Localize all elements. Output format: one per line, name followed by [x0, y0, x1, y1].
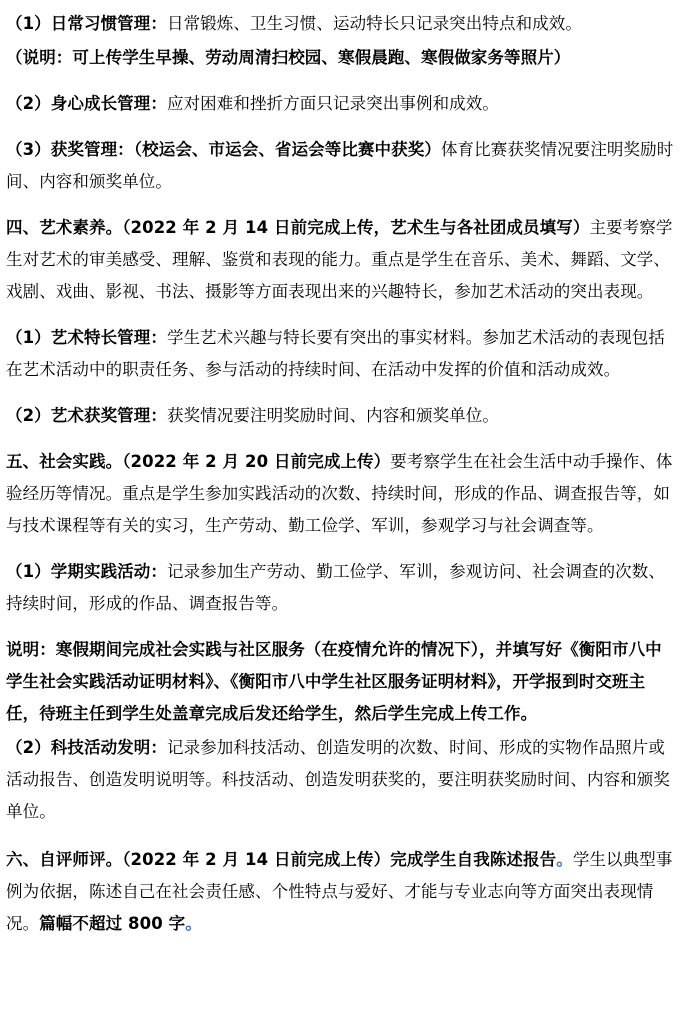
note-winter-practice: 说明：寒假期间完成社会实践与社区服务（在疫情允许的情况下），并填写好《衡阳市八中学生社会实践活动证明材料》、《衡阳市八中学生社区服务证明材料》，开学报到时交班主任，待班主任到学生处盖章完成后发还给学生，然后学生完成上传工作。: [6, 640, 662, 723]
paragraph-daily-habits: [6, 8, 677, 40]
heading-self-evaluation: 六、自评师评。（2022 年 2 月 14 日前完成上传）完成学生自我陈述报告: [6, 850, 557, 869]
paragraph-art-awards: [6, 400, 677, 432]
note-photos: （说明：可上传学生早操、劳动周清扫校园、寒假晨跑、寒假做家务等照片）: [6, 48, 571, 67]
label-tech-invention: （2）科技活动发明：: [6, 738, 167, 757]
paragraph-semester-practice: [6, 556, 677, 620]
label-awards: （3）获奖管理：（校运会、市运会、省运会等比赛中获奖）: [6, 140, 441, 159]
text-growth: 应对困难和挫折方面只记录突出事例和成效。: [166, 94, 499, 113]
text-art-awards: 获奖情况要注明奖励时间、内容和颁奖单位。: [166, 406, 499, 425]
text-tech-invention: 记录参加科技活动、创造发明的次数、时间、形成的实物作品照片或活动报告、创造发明说明等。科技活动、创造发明获奖的，要注明获奖励时间、内容和颁奖单位。: [6, 738, 670, 821]
text-awards: 体育比赛获奖情况要注明奖励时间、内容和颁奖单位。: [6, 140, 674, 191]
section-social-practice: [6, 446, 677, 542]
paragraph-tech-invention: [6, 732, 677, 828]
text-self-evaluation: 学生以典型事例为依据，陈述自己在社会责任感、个性特点与爱好、才能与专业志向等方面突出表现情况。: [6, 850, 673, 933]
punct-dot-1: 。: [556, 850, 573, 869]
text-daily-habits: 日常锻炼、卫生习惯、运动特长只记录突出特点和成效。: [166, 14, 582, 33]
label-growth: （2）身心成长管理：: [6, 94, 167, 113]
text-art: 主要考察学生对艺术的审美感受、理解、鉴赏和表现的能力。重点是学生在音乐、美术、舞蹈、文学、戏剧、戏曲、影视、书法、摄影等方面表现出来的兴趣特长，参加艺术活动的突出表现。: [6, 218, 673, 301]
section-art: [6, 212, 677, 308]
paragraph-awards: [6, 134, 677, 198]
label-art-talent: （1）艺术特长管理：: [6, 328, 167, 347]
label-daily-habits: （1）日常习惯管理：: [6, 14, 167, 33]
text-art-talent: 学生艺术兴趣与特长要有突出的事实材料。参加艺术活动的表现包括在艺术活动中的职责任务、参与活动的持续时间、在活动中发挥的价值和活动成效。: [6, 328, 665, 379]
paragraph-growth: [6, 88, 677, 120]
heading-social-practice: 五、社会实践。（2022 年 2 月 20 日前完成上传）: [6, 452, 391, 471]
length-limit: 篇幅不超过 800 字: [39, 914, 186, 933]
heading-art: 四、艺术素养。（2022 年 2 月 14 日前完成上传，艺术生与各社团成员填写）: [6, 218, 590, 237]
text-semester-practice: 记录参加生产劳动、勤工俭学、军训，参观访问、社会调查的次数、持续时间，形成的作品、调查报告等。: [6, 562, 665, 613]
text-social-practice: 要考察学生在社会生活中动手操作、体验经历等情况。重点是学生参加实践活动的次数、持续时间，形成的作品、调查报告等，如与技术课程等有关的实习，生产劳动、勤工俭学、军训，参观学习与社会调查等。: [6, 452, 673, 535]
section-self-evaluation: [6, 844, 677, 940]
paragraph-art-talent: [6, 322, 677, 386]
label-art-awards: （2）艺术获奖管理：: [6, 406, 167, 425]
label-semester-practice: （1）学期实践活动：: [6, 562, 167, 581]
punct-dot-2: 。: [185, 914, 202, 933]
